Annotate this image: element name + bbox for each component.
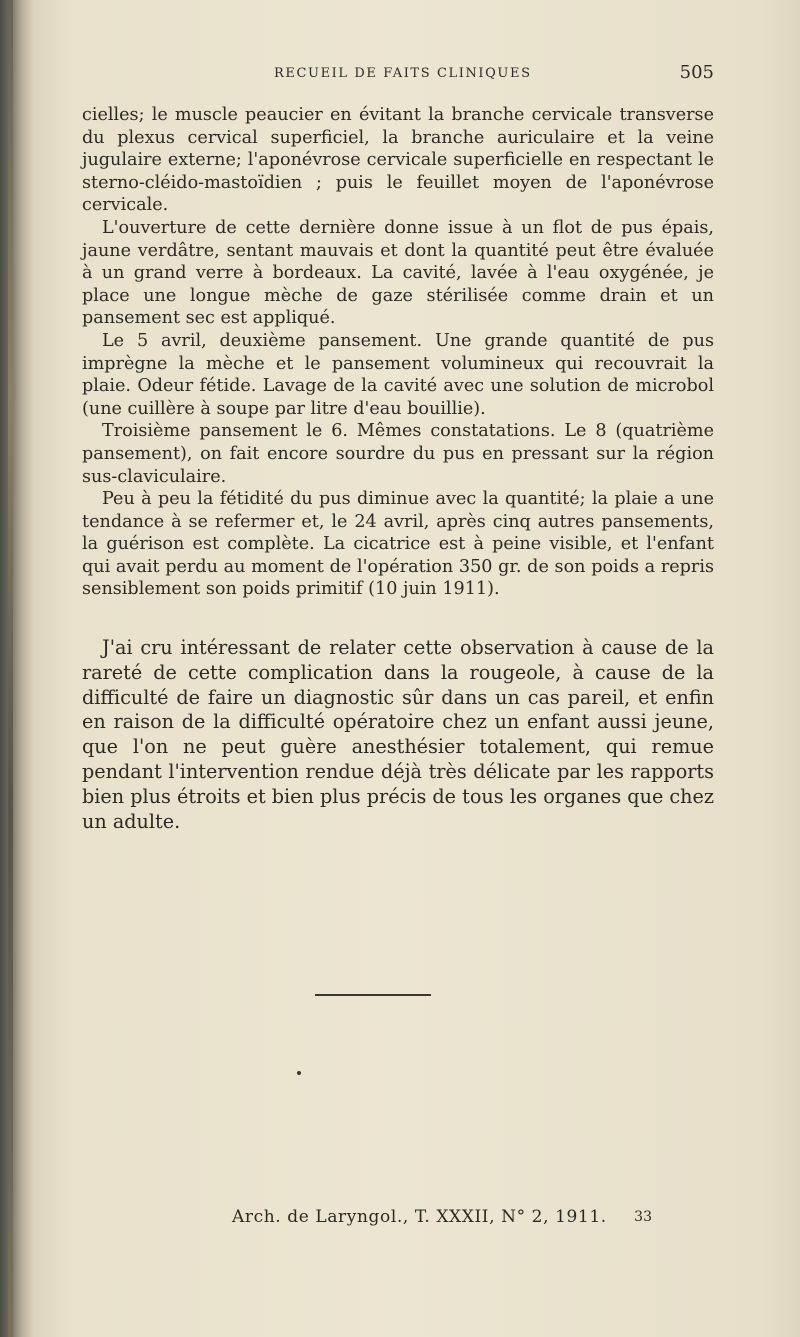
paragraph: Troisième pansement le 6. Mêmes constatations. Le 8 (quatrième pansement), on fait encore sourdre du pus en pressant sur la région sus-claviculaire.	[82, 421, 714, 487]
binding-edge	[8, 0, 13, 1337]
running-title: RECUEIL DE FAITS CLINIQUES	[274, 66, 532, 81]
paragraph: Peu à peu la fétidité du pus diminue avec la quantité; la plaie a une tendance à se refermer et, le 24 avril, après cinq autres pansements, la guérison est complète. La cicatrice est à peine visible, et l'enfant qui avait perdu au moment de l'opération 350 gr. de son poids a repris sensiblement son poids primitif (10 juin 1911).	[82, 489, 714, 600]
page-header	[84, 62, 714, 88]
journal-citation: Arch. de Laryngol., T. XXXII, N° 2, 1911.	[232, 1207, 607, 1227]
section-divider	[315, 994, 431, 996]
page-footer	[232, 1207, 652, 1231]
conclusion-text	[82, 636, 714, 834]
ink-speck	[297, 1071, 301, 1075]
paragraph: J'ai cru intéressant de relater cette observation à cause de la rareté de cette complication dans la rougeole, à cause de la difficulté de faire un diagnostic sûr dans un cas pareil, et enfin en raison de la difficulté opératoire chez un enfant aussi jeune, que l'on ne peut guère anesthésier totalement, qui remue pendant l'intervention rendue déjà très délicate par les rapports bien plus étroits et bien plus précis de tous les organes que chez un adulte.	[82, 636, 714, 833]
paragraph: Le 5 avril, deuxième pansement. Une grande quantité de pus imprègne la mèche et le pansement volumineux qui recouvrait la plaie. Odeur fétide. Lavage de la cavité avec une solution de microbol (une cuillère à soupe par litre d'eau bouillie).	[82, 330, 714, 419]
paragraph: L'ouverture de cette dernière donne issue à un flot de pus épais, jaune verdâtre, sentant mauvais et dont la quantité peut être évaluée à un grand verre à bordeaux. La cavité, lavée à l'eau oxygénée, je place une longue mèche de gaze stérilisée comme drain et un pansement sec est appliqué.	[82, 217, 714, 329]
page-number: 505	[679, 62, 714, 83]
observation-text	[82, 104, 714, 601]
paragraph: cielles; le muscle peaucier en évitant la branche cervicale transverse du plexus cervical superficiel, la branche auriculaire et la veine jugulaire externe; l'aponévrose cervicale superficielle en respectant le sterno-cléido-mastoïdien ; puis le feuillet moyen de l'aponévrose cervicale.	[82, 105, 714, 216]
signature-mark: 33	[634, 1209, 652, 1225]
